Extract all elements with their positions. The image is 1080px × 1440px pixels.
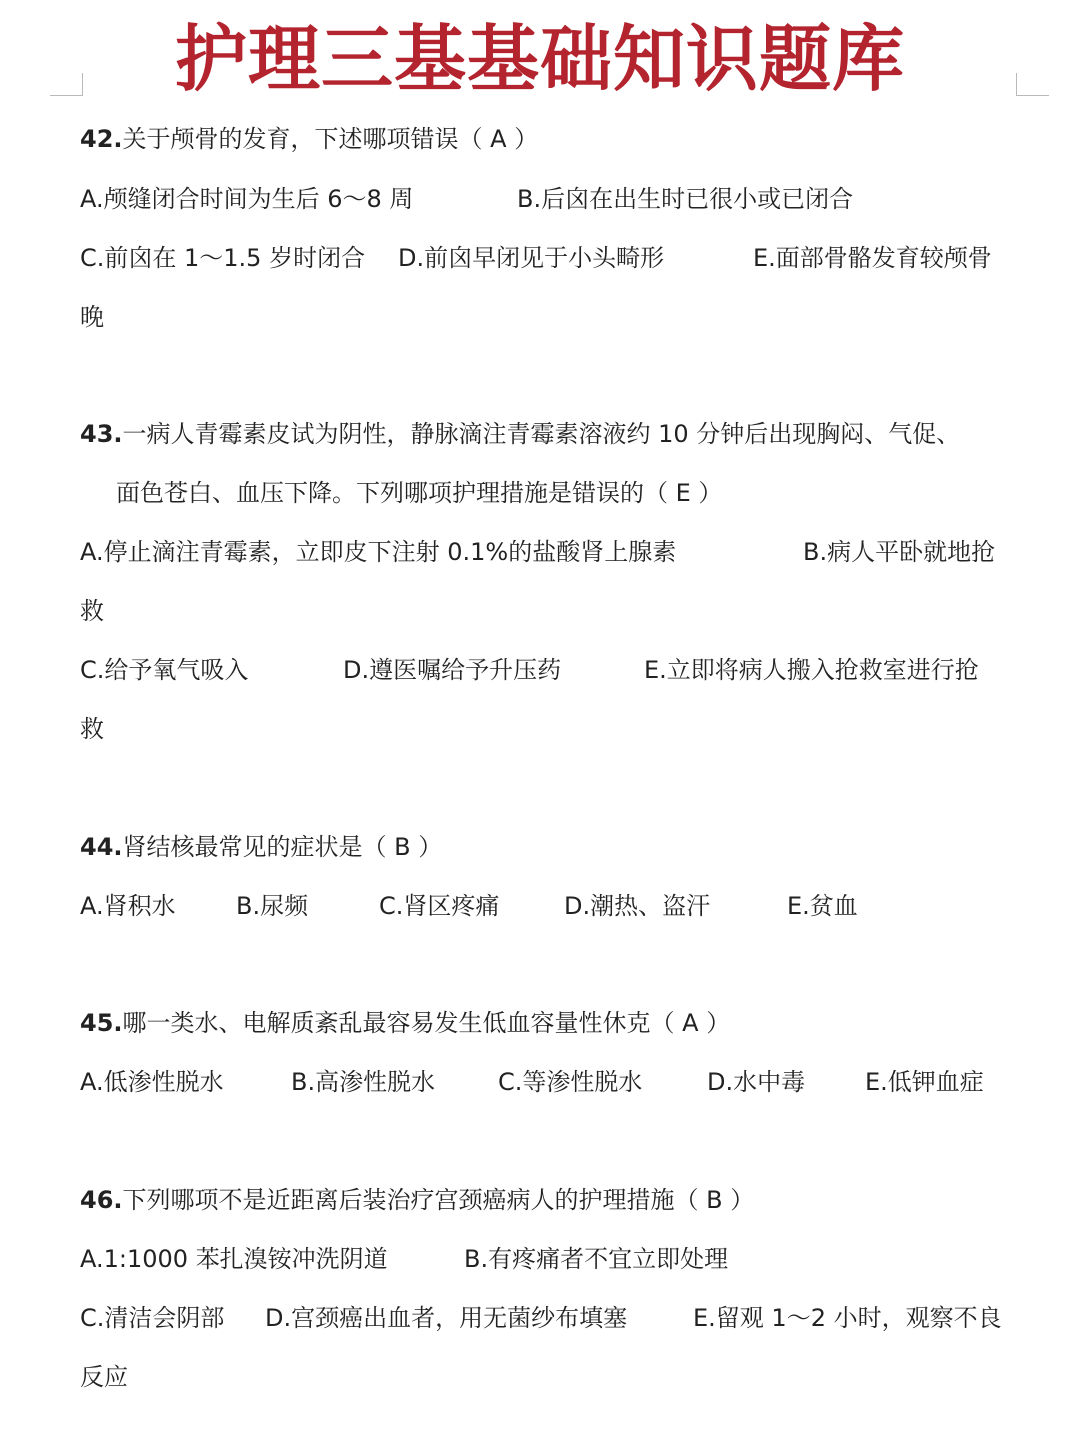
option-c: C.给予氧气吸入: [80, 656, 249, 684]
option-a: A.肾积水: [80, 892, 176, 920]
option-b: B.尿频: [236, 892, 309, 920]
question-43-stem-continued: [116, 473, 722, 513]
option-d: D.宫颈癌出血者，用无菌纱布填塞: [265, 1304, 628, 1332]
question-number: 42.: [80, 125, 123, 153]
question-number: 45.: [80, 1009, 123, 1037]
page-corner-mark-left: [50, 73, 83, 96]
option-e-continued: 晚: [80, 303, 104, 331]
option-b: B.高渗性脱水: [291, 1068, 436, 1096]
question-number: 46.: [80, 1186, 123, 1214]
option-e: E.低钾血症: [865, 1068, 984, 1096]
option-d: D.遵医嘱给予升压药: [343, 656, 562, 684]
page-corner-mark-right: [1016, 73, 1049, 96]
option-e-continued: 反应: [80, 1363, 128, 1391]
question-number: 44.: [80, 833, 123, 861]
option-c: C.前囟在 1～1.5 岁时闭合: [80, 244, 366, 272]
question-text: 肾结核最常见的症状是（ B ）: [122, 833, 443, 861]
option-a: A.颅缝闭合时间为生后 6～8 周: [80, 185, 414, 213]
question-45-stem: [80, 1003, 730, 1043]
page-title: 护理三基基础知识题库: [174, 16, 905, 101]
option-b: B.病人平卧就地抢: [803, 538, 996, 566]
option-e-continued: 救: [80, 715, 104, 743]
question-text-continued: 面色苍白、血压下降。下列哪项护理措施是错误的（ E ）: [116, 479, 723, 507]
question-text: 哪一类水、电解质紊乱最容易发生低血容量性休克（ A ）: [122, 1009, 731, 1037]
question-44-stem: [80, 827, 442, 867]
question-46-stem: [80, 1180, 754, 1220]
option-e: E.留观 1～2 小时，观察不良: [693, 1304, 1002, 1332]
option-d: D.潮热、盗汗: [564, 892, 711, 920]
question-text: 一病人青霉素皮试为阴性，静脉滴注青霉素溶液约 10 分钟后出现胸闷、气促、: [122, 420, 961, 448]
question-number: 43.: [80, 420, 123, 448]
question-text: 下列哪项不是近距离后装治疗宫颈癌病人的护理措施（ B ）: [122, 1186, 755, 1214]
option-e: E.立即将病人搬入抢救室进行抢: [644, 656, 979, 684]
option-d: D.前囟早闭见于小头畸形: [398, 244, 665, 272]
option-a: A.停止滴注青霉素，立即皮下注射 0.1%的盐酸肾上腺素: [80, 538, 677, 566]
option-b: B.有疼痛者不宜立即处理: [464, 1245, 729, 1273]
option-e: E.面部骨骼发育较颅骨: [753, 244, 992, 272]
option-c: C.等渗性脱水: [498, 1068, 643, 1096]
option-b-continued: 救: [80, 597, 104, 625]
question-43-stem: [80, 414, 960, 454]
option-c: C.肾区疼痛: [379, 892, 500, 920]
option-e: E.贫血: [787, 892, 858, 920]
option-c: C.清洁会阴部: [80, 1304, 225, 1332]
option-a: A.1:1000 苯扎溴铵冲洗阴道: [80, 1245, 388, 1273]
option-a: A.低渗性脱水: [80, 1068, 224, 1096]
question-42-stem: [80, 119, 538, 159]
option-b: B.后囟在出生时已很小或已闭合: [517, 185, 854, 213]
question-text: 关于颅骨的发育，下述哪项错误（ A ）: [122, 125, 539, 153]
option-d: D.水中毒: [707, 1068, 806, 1096]
